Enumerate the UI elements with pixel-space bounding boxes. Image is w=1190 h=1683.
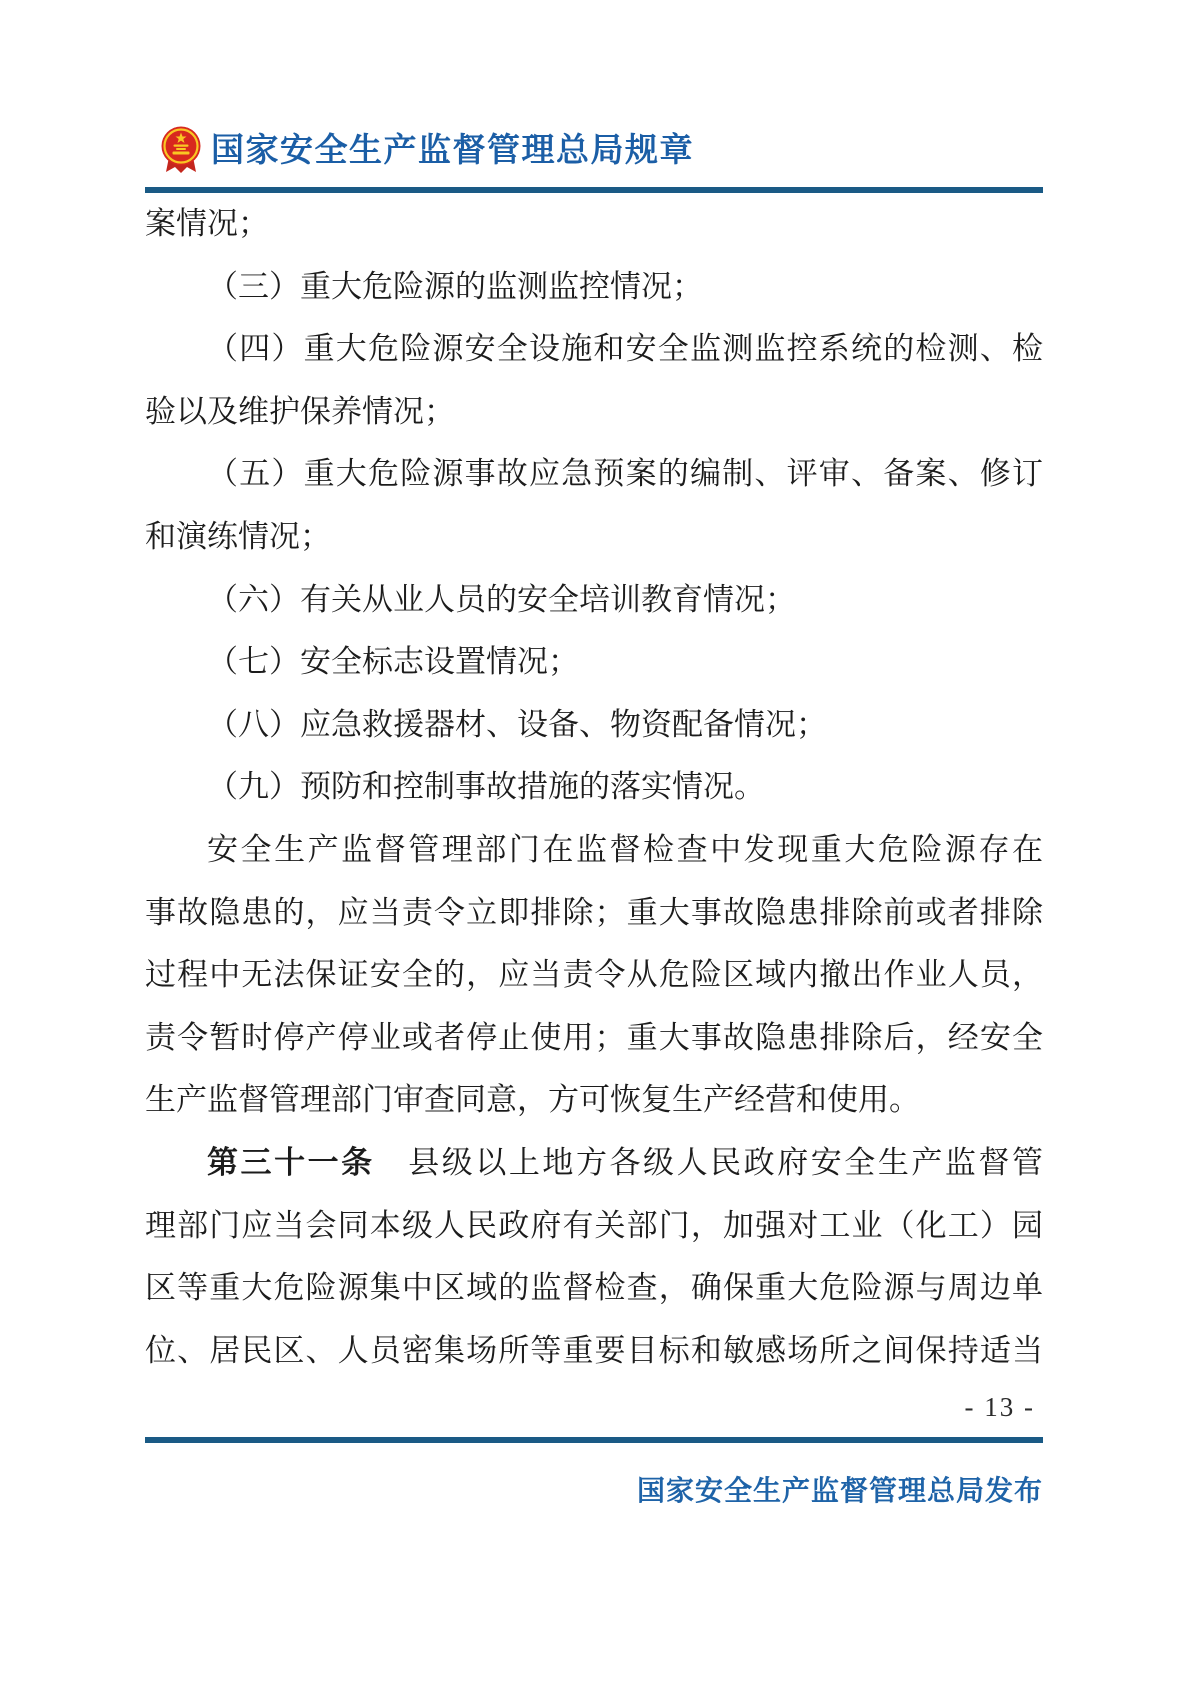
text-line: [145, 381, 1043, 444]
text-line: [145, 1257, 1043, 1320]
line-text: 县级以上地方各级人民政府安全生产监督管: [374, 1144, 1044, 1180]
document-body: [145, 193, 1043, 1382]
text-line: [145, 318, 1043, 381]
line-text: （七）安全标志设置情况；: [207, 644, 579, 680]
footer-divider: [145, 1437, 1043, 1443]
line-text: 案情况；: [145, 206, 269, 241]
line-text: （五）重大危险源事故应急预案的编制、评审、备案、修订: [207, 456, 1043, 492]
line-text: 生产监督管理部门审查同意，方可恢复生产经营和使用。: [145, 1082, 920, 1118]
line-text: 位、居民区、人员密集场所等重要目标和敏感场所之间保持适当: [145, 1332, 1043, 1368]
text-line: [145, 256, 1043, 319]
text-line: [145, 1069, 1043, 1132]
footer-publisher: 国家安全生产监督管理总局发布: [636, 1475, 1043, 1506]
text-line: [145, 443, 1043, 506]
text-line: [145, 1320, 1043, 1383]
text-line: [145, 944, 1043, 1007]
text-line: [145, 756, 1043, 819]
page-header: [160, 126, 694, 174]
line-text: 责令暂时停产停业或者停止使用；重大事故隐患排除后，经安全: [145, 1019, 1043, 1055]
text-line: [145, 1007, 1043, 1070]
header-title: 国家安全生产监督管理总局规章: [211, 131, 694, 168]
text-line: [145, 193, 1043, 256]
national-emblem-icon: [160, 126, 202, 174]
line-text: 事故隐患的，应当责令立即排除；重大事故隐患排除前或者排除: [145, 894, 1043, 930]
text-line: [145, 882, 1043, 945]
text-line: [145, 506, 1043, 569]
text-line: [145, 631, 1043, 694]
text-line: [145, 1195, 1043, 1258]
line-text: 过程中无法保证安全的，应当责令从危险区域内撤出作业人员，: [145, 957, 1043, 993]
line-text: （八）应急救援器材、设备、物资配备情况；: [207, 706, 827, 742]
line-text: 区等重大危险源集中区域的监督检查，确保重大危险源与周边单: [145, 1270, 1043, 1306]
line-text: （三）重大危险源的监测监控情况；: [207, 268, 703, 304]
text-line: [145, 569, 1043, 632]
line-text: 安全生产监督管理部门在监督检查中发现重大危险源存在: [207, 831, 1043, 867]
line-text: 理部门应当会同本级人民政府有关部门，加强对工业（化工）园: [145, 1207, 1043, 1243]
line-text: 验以及维护保养情况；: [145, 393, 455, 429]
text-line: [145, 1132, 1043, 1195]
line-text: （六）有关从业人员的安全培训教育情况；: [207, 581, 796, 617]
page-number: - 13 -: [964, 1392, 1035, 1422]
line-text: 和演练情况；: [145, 518, 331, 554]
text-line: [145, 819, 1043, 882]
line-text: （九）预防和控制事故措施的落实情况。: [207, 769, 765, 805]
text-line: [145, 694, 1043, 757]
article-number: 第三十一条: [207, 1144, 375, 1180]
line-text: （四）重大危险源安全设施和安全监测监控系统的检测、检: [207, 331, 1043, 367]
